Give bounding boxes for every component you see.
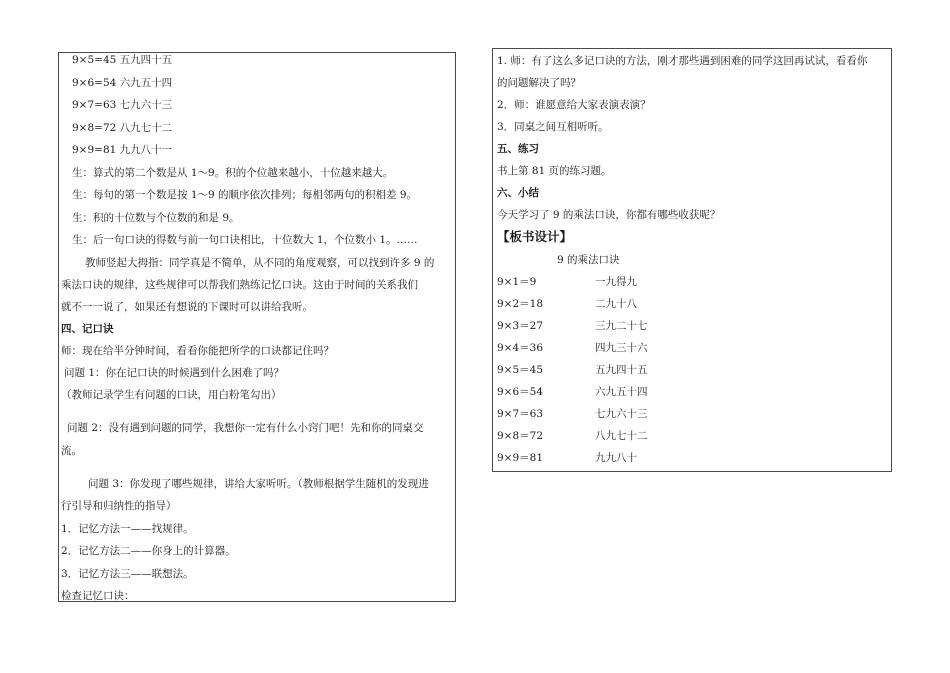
- teacher-prompt: 师：现在给半分钟时间，看看你能把所学的口诀都记住吗？: [61, 345, 334, 357]
- board-rhyme: 七九六十三: [595, 408, 648, 420]
- teacher-retry-line-1: 1. 师：有了这么多记口诀的方法，刚才那些遇到困难的同学这回再试试，看看你: [497, 55, 868, 67]
- summary-text: 今天学习了 9 的乘法口诀，你都有哪些收获呢？: [497, 209, 721, 221]
- memory-method-2: 2．记忆方法二——你身上的计算器。: [61, 545, 236, 557]
- formula-9x5: 9×5=45 五九四十五: [72, 54, 173, 66]
- board-title: 9 的乘法口诀: [557, 254, 620, 266]
- teacher-praise-line-1: 教师竖起大拇指：同学真是不简单，从不同的角度观察，可以找到许多 9 的: [85, 257, 435, 269]
- teacher-praise-line-3: 就不一一说了，如果还有想说的下课时可以讲给我听。: [61, 301, 313, 313]
- question-3-line-1: 问题 3：你发现了哪些规律，讲给大家听听。（教师根据学生随机的发现进: [88, 478, 429, 490]
- board-rhyme: 九九八十: [595, 452, 637, 464]
- board-equation: 9×2＝18: [497, 298, 544, 310]
- board-rhyme: 六九五十四: [595, 386, 648, 398]
- board-rhyme: 四九三十六: [595, 342, 648, 354]
- teacher-praise-line-2: 乘法口诀的规律，这些规律可以帮我们熟练记忆口诀。这由于时间的关系我们: [61, 279, 418, 291]
- student-observation-3: 生：积的十位数与个位数的和是 9。: [72, 212, 240, 224]
- memory-method-3: 3．记忆方法三——联想法。: [61, 568, 194, 580]
- memory-method-1: 1．记忆方法一——找规律。: [61, 523, 194, 535]
- teacher-note: （教师记录学生有问题的口诀，用白粉笔勾出）: [61, 389, 282, 401]
- student-observation-2: 生：每句的第一个数是按 1～9 的顺序依次排列；每相邻两句的积相差 9。: [72, 189, 418, 201]
- board-equation: 9×4＝36: [497, 342, 544, 354]
- question-1: 问题 1：你在记口诀的时候遇到什么困难了吗？: [64, 367, 285, 379]
- teacher-perform: 2．师：谁愿意给大家表演表演？: [497, 99, 651, 111]
- formula-9x7: 9×7=63 七九六十三: [72, 99, 173, 111]
- deskmate-listen: 3．同桌之间互相听听。: [497, 121, 609, 133]
- board-equation: 9×1＝9: [497, 276, 537, 288]
- board-equation: 9×8＝72: [497, 430, 544, 442]
- teacher-retry-line-2: 的问题解决了吗？: [497, 77, 581, 89]
- student-observation-4: 生：后一句口诀的得数与前一句口诀相比，十位数大 1，个位数小 1。……: [72, 234, 418, 246]
- section-heading-practice: 五、练习: [497, 143, 539, 155]
- board-equation: 9×6＝54: [497, 386, 544, 398]
- board-equation: 9×9＝81: [497, 452, 544, 464]
- board-rhyme: 一九得九: [595, 276, 637, 288]
- board-equation: 9×3＝27: [497, 320, 544, 332]
- formula-9x8: 9×8=72 八九七十二: [72, 122, 173, 134]
- section-heading-memorize: 四、记口诀: [61, 323, 114, 335]
- board-design-heading: 【板书设计】: [497, 229, 573, 244]
- board-rhyme: 八九七十二: [595, 430, 648, 442]
- section-heading-summary: 六、小结: [497, 187, 539, 199]
- board-rhyme: 二九十八: [595, 298, 637, 310]
- board-equation: 9×7＝63: [497, 408, 544, 420]
- formula-9x9: 9×9=81 九九八十一: [72, 144, 173, 156]
- question-2-line-1: 问题 2：没有遇到问题的同学，我想你一定有什么小窍门吧！先和你的同桌交: [67, 422, 424, 434]
- board-equation: 9×5＝45: [497, 364, 544, 376]
- practice-text: 书上第 81 页的练习题。: [497, 165, 612, 177]
- question-2-line-2: 流。: [61, 445, 82, 457]
- question-3-line-2: 行引导和归纳性的指导）: [61, 500, 177, 512]
- formula-9x6: 9×6=54 六九五十四: [72, 77, 173, 89]
- board-rhyme: 五九四十五: [595, 364, 648, 376]
- check-memorization: 检查记忆口诀：: [61, 590, 135, 602]
- student-observation-1: 生：算式的第二个数是从 1～9。积的个位越来越小，十位越来越大。: [72, 167, 394, 179]
- board-rhyme: 三九二十七: [595, 320, 648, 332]
